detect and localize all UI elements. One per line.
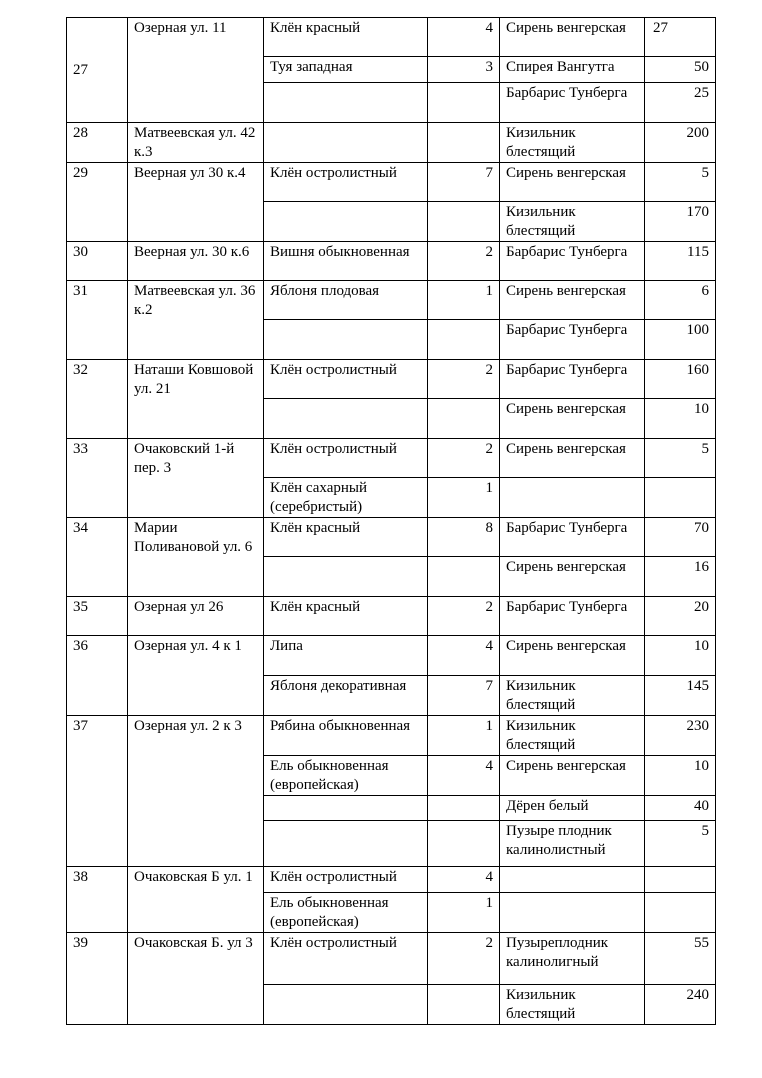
shrub-species-cell: Барбарис Тунберга bbox=[500, 242, 645, 281]
tree-species-cell: Ель обыкновенная (европейская) bbox=[264, 893, 428, 933]
shrub-species-cell: Барбарис Тунберга bbox=[500, 360, 645, 399]
tree-species-cell bbox=[264, 202, 428, 242]
tree-species-cell bbox=[264, 83, 428, 123]
tree-quantity-cell: 1 bbox=[428, 893, 500, 933]
address-cell: Веерная ул. 30 к.6 bbox=[128, 242, 264, 281]
shrub-species-cell: Кизильник блестящий bbox=[500, 676, 645, 716]
table-row bbox=[67, 123, 716, 163]
row-number-cell: 28 bbox=[67, 123, 128, 163]
tree-quantity-cell bbox=[428, 123, 500, 163]
shrub-count-cell bbox=[645, 478, 716, 518]
row-number-cell: 31 bbox=[67, 281, 128, 360]
tree-quantity-cell: 8 bbox=[428, 518, 500, 557]
table-row bbox=[67, 360, 716, 399]
tree-quantity-cell bbox=[428, 202, 500, 242]
tree-quantity-cell bbox=[428, 399, 500, 439]
tree-species-cell: Клён остролистный bbox=[264, 933, 428, 985]
tree-species-cell: Клён остролистный bbox=[264, 439, 428, 478]
shrub-species-cell: Барбарис Тунберга bbox=[500, 320, 645, 360]
table-row bbox=[67, 867, 716, 893]
tree-quantity-cell bbox=[428, 796, 500, 821]
shrub-count-cell: 5 bbox=[645, 821, 716, 867]
address-cell: Озерная ул. 4 к 1 bbox=[128, 636, 264, 716]
shrub-count-cell: 5 bbox=[645, 163, 716, 202]
shrub-count-cell: 70 bbox=[645, 518, 716, 557]
tree-quantity-cell bbox=[428, 83, 500, 123]
tree-species-cell: Клён остролистный bbox=[264, 360, 428, 399]
shrub-count-cell bbox=[645, 867, 716, 893]
tree-quantity-cell: 1 bbox=[428, 716, 500, 756]
shrub-species-cell: Сирень венгерская bbox=[500, 557, 645, 597]
shrub-count-cell: 10 bbox=[645, 636, 716, 676]
tree-species-cell: Ель обыкновенная (европейская) bbox=[264, 756, 428, 796]
tree-quantity-cell: 7 bbox=[428, 163, 500, 202]
row-number-cell: 29 bbox=[67, 163, 128, 242]
tree-quantity-cell: 2 bbox=[428, 360, 500, 399]
shrub-species-cell: Пузыреплодник калинолигный bbox=[500, 933, 645, 985]
row-number-cell: 38 bbox=[67, 867, 128, 933]
shrub-count-cell bbox=[645, 893, 716, 933]
table-row bbox=[67, 18, 716, 57]
address-cell: Очаковская Б. ул 3 bbox=[128, 933, 264, 1025]
shrub-species-cell: Кизильник блестящий bbox=[500, 985, 645, 1025]
shrub-count-cell: 6 bbox=[645, 281, 716, 320]
address-cell: Веерная ул 30 к.4 bbox=[128, 163, 264, 242]
table-row bbox=[67, 518, 716, 557]
address-cell: Озерная ул. 11 bbox=[128, 18, 264, 123]
tree-species-cell: Липа bbox=[264, 636, 428, 676]
address-cell: Озерная ул. 2 к 3 bbox=[128, 716, 264, 867]
table-row bbox=[67, 933, 716, 985]
tree-quantity-cell: 4 bbox=[428, 636, 500, 676]
tree-species-cell: Рябина обыкновенная bbox=[264, 716, 428, 756]
address-cell: Озерная ул 26 bbox=[128, 597, 264, 636]
row-number-cell: 27 bbox=[67, 18, 128, 123]
tree-species-cell: Яблоня декоративная bbox=[264, 676, 428, 716]
tree-species-cell bbox=[264, 821, 428, 867]
shrub-count-cell: 50 bbox=[645, 57, 716, 83]
tree-species-cell bbox=[264, 399, 428, 439]
tree-species-cell: Клён красный bbox=[264, 597, 428, 636]
tree-quantity-cell bbox=[428, 985, 500, 1025]
shrub-species-cell bbox=[500, 478, 645, 518]
row-number-cell: 35 bbox=[67, 597, 128, 636]
shrub-count-cell: 200 bbox=[645, 123, 716, 163]
shrub-count-cell: 240 bbox=[645, 985, 716, 1025]
row-number-cell: 32 bbox=[67, 360, 128, 439]
shrub-species-cell: Кизильник блестящий bbox=[500, 123, 645, 163]
shrub-count-cell: 160 bbox=[645, 360, 716, 399]
tree-species-cell bbox=[264, 557, 428, 597]
address-cell: Марии Поливановой ул. 6 bbox=[128, 518, 264, 597]
tree-quantity-cell bbox=[428, 320, 500, 360]
table-row bbox=[67, 636, 716, 676]
tree-quantity-cell: 2 bbox=[428, 597, 500, 636]
tree-quantity-cell bbox=[428, 821, 500, 867]
tree-quantity-cell: 2 bbox=[428, 933, 500, 985]
address-cell: Матвеевская ул. 36 к.2 bbox=[128, 281, 264, 360]
shrub-species-cell: Сирень венгерская bbox=[500, 636, 645, 676]
tree-species-cell bbox=[264, 985, 428, 1025]
shrub-species-cell: Сирень венгерская bbox=[500, 18, 645, 57]
shrub-count-cell: 16 bbox=[645, 557, 716, 597]
shrub-count-cell: 40 bbox=[645, 796, 716, 821]
table-row bbox=[67, 716, 716, 756]
shrub-count-cell: 100 bbox=[645, 320, 716, 360]
tree-quantity-cell bbox=[428, 557, 500, 597]
address-cell: Наташи Ковшовой ул. 21 bbox=[128, 360, 264, 439]
shrub-species-cell: Сирень венгерская bbox=[500, 756, 645, 796]
tree-species-cell: Клён сахарный (серебристый) bbox=[264, 478, 428, 518]
tree-quantity-cell: 1 bbox=[428, 281, 500, 320]
tree-quantity-cell: 7 bbox=[428, 676, 500, 716]
shrub-species-cell: Пузыре плодник калинолистный bbox=[500, 821, 645, 867]
shrub-count-cell: 25 bbox=[645, 83, 716, 123]
row-number-cell: 30 bbox=[67, 242, 128, 281]
table-row bbox=[67, 597, 716, 636]
shrub-count-cell: 27 bbox=[645, 18, 716, 57]
address-cell: Очаковская Б ул. 1 bbox=[128, 867, 264, 933]
planting-table bbox=[66, 17, 716, 1025]
shrub-species-cell bbox=[500, 867, 645, 893]
tree-species-cell: Клён красный bbox=[264, 518, 428, 557]
row-number-cell: 34 bbox=[67, 518, 128, 597]
row-number-cell: 36 bbox=[67, 636, 128, 716]
tree-quantity-cell: 4 bbox=[428, 18, 500, 57]
shrub-species-cell: Дёрен белый bbox=[500, 796, 645, 821]
tree-quantity-cell: 2 bbox=[428, 242, 500, 281]
shrub-species-cell bbox=[500, 893, 645, 933]
shrub-count-cell: 55 bbox=[645, 933, 716, 985]
shrub-count-cell: 10 bbox=[645, 756, 716, 796]
shrub-count-cell: 10 bbox=[645, 399, 716, 439]
shrub-species-cell: Кизильник блестящий bbox=[500, 716, 645, 756]
shrub-count-cell: 170 bbox=[645, 202, 716, 242]
shrub-species-cell: Сирень венгерская bbox=[500, 163, 645, 202]
tree-species-cell: Яблоня плодовая bbox=[264, 281, 428, 320]
tree-quantity-cell: 4 bbox=[428, 756, 500, 796]
tree-species-cell bbox=[264, 320, 428, 360]
table-row bbox=[67, 439, 716, 478]
shrub-species-cell: Сирень венгерская bbox=[500, 439, 645, 478]
shrub-species-cell: Барбарис Тунберга bbox=[500, 518, 645, 557]
shrub-count-cell: 5 bbox=[645, 439, 716, 478]
shrub-species-cell: Сирень венгерская bbox=[500, 281, 645, 320]
shrub-species-cell: Барбарис Тунберга bbox=[500, 83, 645, 123]
shrub-count-cell: 230 bbox=[645, 716, 716, 756]
shrub-species-cell: Кизильник блестящий bbox=[500, 202, 645, 242]
address-cell: Очаковский 1-й пер. 3 bbox=[128, 439, 264, 518]
tree-species-cell bbox=[264, 123, 428, 163]
tree-species-cell: Клён остролистный bbox=[264, 867, 428, 893]
tree-species-cell: Клён остролистный bbox=[264, 163, 428, 202]
shrub-count-cell: 20 bbox=[645, 597, 716, 636]
shrub-count-cell: 115 bbox=[645, 242, 716, 281]
shrub-species-cell: Сирень венгерская bbox=[500, 399, 645, 439]
address-cell: Матвеевская ул. 42 к.3 bbox=[128, 123, 264, 163]
tree-quantity-cell: 2 bbox=[428, 439, 500, 478]
row-number-cell: 37 bbox=[67, 716, 128, 867]
tree-species-cell bbox=[264, 796, 428, 821]
tree-quantity-cell: 3 bbox=[428, 57, 500, 83]
table-row bbox=[67, 242, 716, 281]
tree-species-cell: Вишня обыкновенная bbox=[264, 242, 428, 281]
tree-quantity-cell: 1 bbox=[428, 478, 500, 518]
row-number-cell: 33 bbox=[67, 439, 128, 518]
tree-quantity-cell: 4 bbox=[428, 867, 500, 893]
tree-species-cell: Клён красный bbox=[264, 18, 428, 57]
row-number-cell: 39 bbox=[67, 933, 128, 1025]
shrub-species-cell: Барбарис Тунберга bbox=[500, 597, 645, 636]
shrub-count-cell: 145 bbox=[645, 676, 716, 716]
table-row bbox=[67, 163, 716, 202]
shrub-species-cell: Спирея Вангутга bbox=[500, 57, 645, 83]
table-row bbox=[67, 281, 716, 320]
tree-species-cell: Туя западная bbox=[264, 57, 428, 83]
